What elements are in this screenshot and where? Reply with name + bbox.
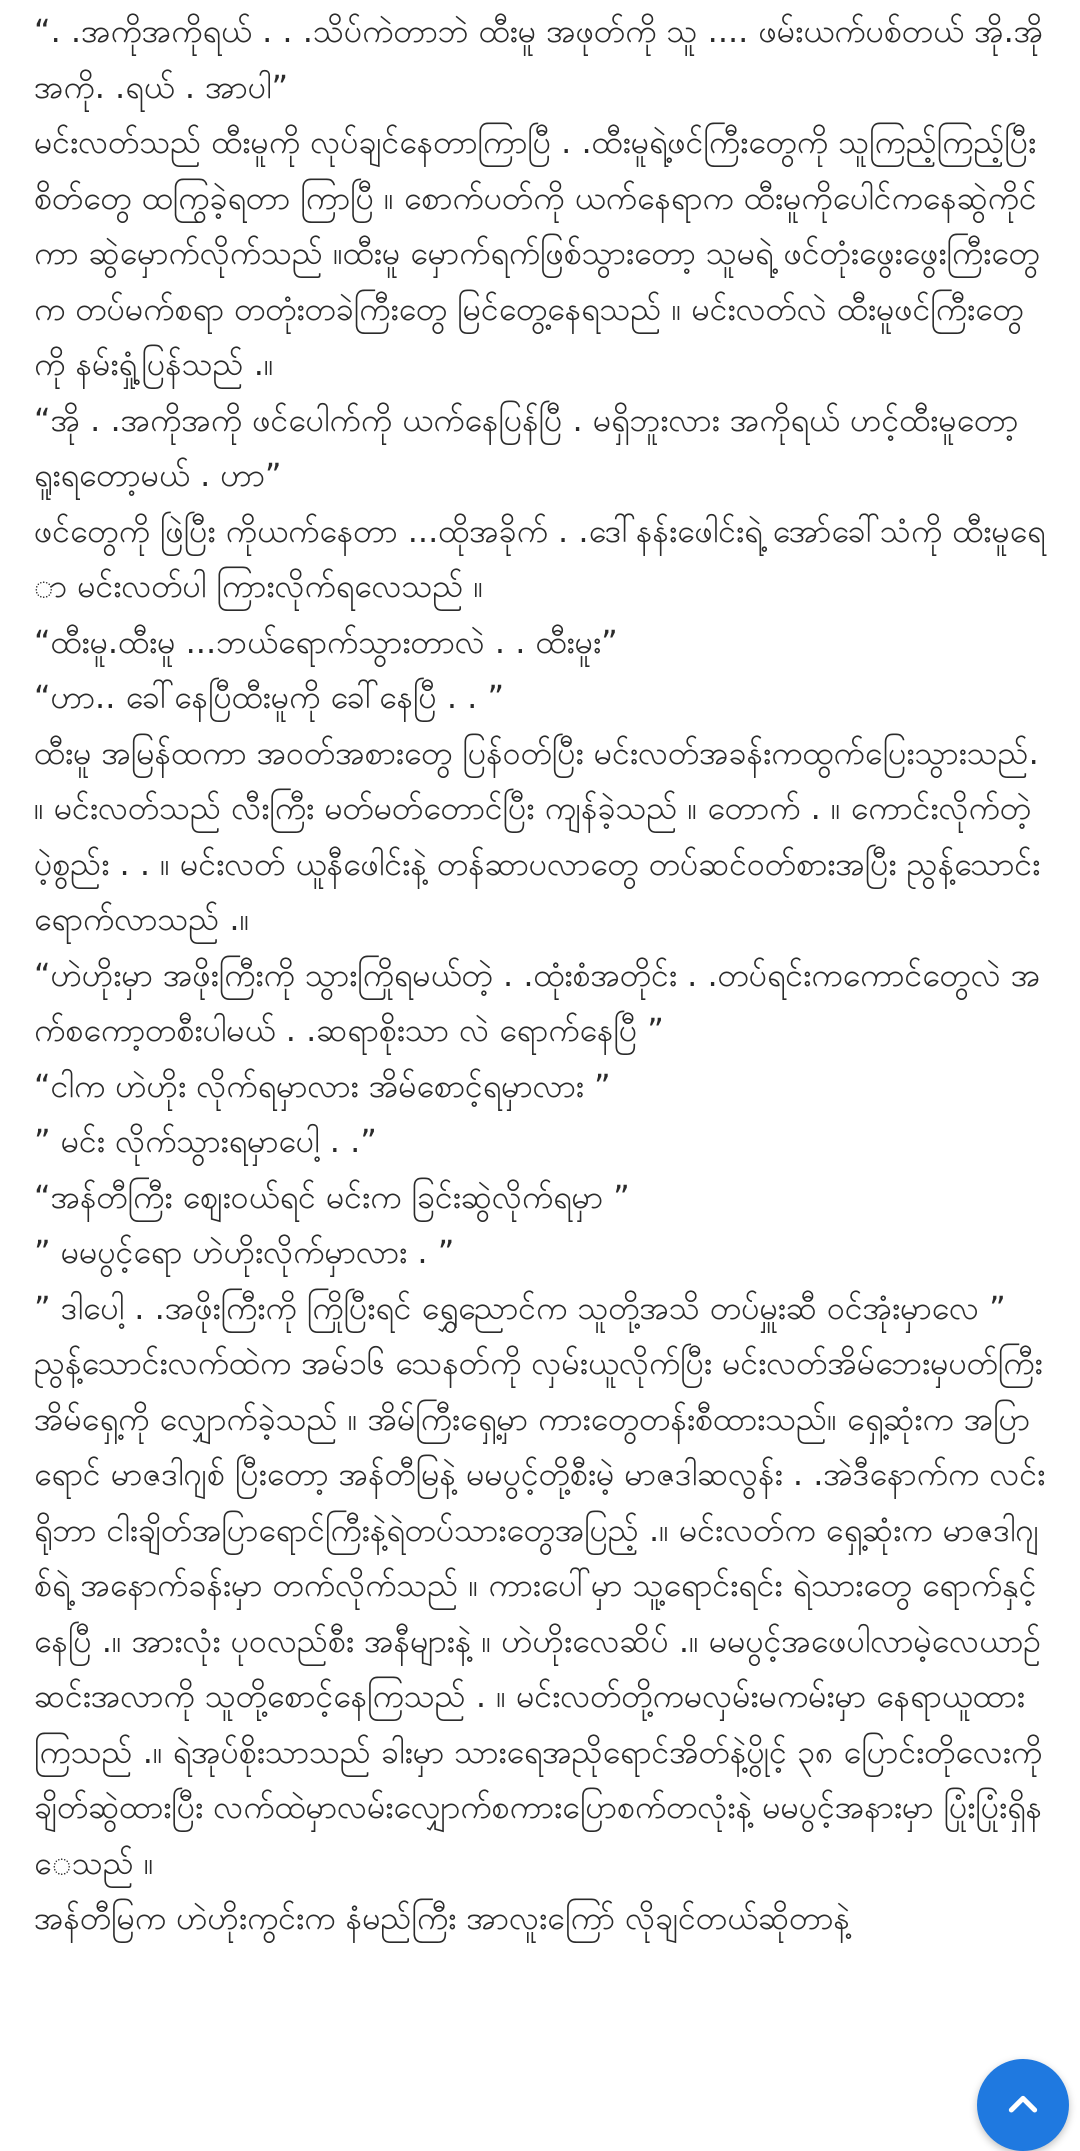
- story-paragraph: “အန်တီကြီး ဈေးဝယ်ရင် မင်းက ခြင်းဆွဲလိုက်ရမှာ ”: [34, 1177, 630, 1216]
- story-paragraph: အန်တီမြက ဟဲဟိုးကွင်းက နံမည်ကြီး အာလူးကြော် လိုချင်တယ်ဆိုတာနဲ့: [34, 1899, 850, 1937]
- story-paragraph: “ဟာ.. ခေါ်နေပြီထီးမူကို ခေါ်နေပြီ . . ”: [34, 678, 505, 716]
- story-paragraph: ” မင်း လိုက်သွားရမှာပေါ့ . .”: [34, 1122, 377, 1160]
- chevron-up-icon: [1003, 2085, 1043, 2125]
- story-paragraph: ထီးမူ အမြန်ထကာ အဝတ်အစားတွေ ပြန်ဝတ်ပြီး မင်းလတ်အခန်းကထွက်ပြေးသွားသည်. ။ မင်းလတ်သည် လီးကြီး မတ်မတ်တောင်ပြီး ကျန်ခဲ့သည် ။ တောက် . ။ ကောင်းလိုက်တဲ့ပဲ့စွည်း . . ။ မင်းလတ် ယူနီဖေါင်းနဲ့ တန်ဆာပလာတွေ တပ်ဆင်ဝတ်စားအပြီး ညွန့်သောင်း ရောက်လာသည် .။: [34, 733, 1041, 938]
- story-paragraph: ” ဒါပေါ့ . .အဖိုးကြီးကို ကြိုပြီးရင် ရွှေညောင်က သူတို့အသိ တပ်မှူးဆီ ဝင်အုံးမှာလေ ”: [34, 1288, 1006, 1327]
- story-paragraph: “အို . .အကိုအကို ဖင်ပေါက်ကို ယက်နေပြန်ပြီ . မရှိဘူးလား အကိုရယ် ဟင့်ထီးမူတော့ ရူးရတော့မယ် . ဟာ”: [34, 400, 1019, 494]
- scroll-to-top-button[interactable]: [977, 2059, 1069, 2151]
- story-paragraph: “ဟဲဟိုးမှာ အဖိုးကြီးကို သွားကြိုရမယ်တဲ့ . .ထုံးစံအတိုင်း . .တပ်ရင်းကကောင်တွေလဲ အက်စကော့တစီးပါမယ် . .ဆရာစိုးသာ လဲ ရောက်နေပြီ ”: [34, 955, 1041, 1049]
- story-paragraph: ဖင်တွေကို ဖြဲပြီး ကိုယက်နေတာ ...ထိုအခိုက် . .ဒေါ်နန်းဖေါင်းရဲ့ အော်ခေါ်သံကို ထီးမူရော မင်းလတ်ပါ ကြားလိုက်ရလေသည် ။: [34, 511, 1046, 605]
- story-paragraph: “. .အကိုအကိုရယ် . . .သိပ်ကဲတာဘဲ ထီးမူ အဖုတ်ကို သူ .... ဖမ်းယက်ပစ်တယ် အို.အိုအကို. .ရယ် . အာပါ”: [34, 12, 1044, 106]
- story-text: [34, 4, 1046, 1947]
- story-paragraph: “ထီးမူ.ထီးမူ ...ဘယ်ရောက်သွားတာလဲ . . ထီးမူး”: [34, 622, 618, 661]
- story-paragraph: ” မမပွင့်ရော ဟဲဟိုးလိုက်မှာလား . ”: [34, 1233, 455, 1271]
- story-paragraph: ညွန့်သောင်းလက်ထဲက အမ်၁၆ သေနတ်ကို လှမ်းယူလိုက်ပြီး မင်းလတ်အိမ်ဘေးမှပတ်ကြီး အိမ်ရှေ့ကို လျှောက်ခဲ့သည် ။ အိမ်ကြီးရှေ့မှာ ကားတွေတန်းစီထားသည်။ ရှေ့ဆုံးက အပြာရောင် မာဇဒါဂျစ် ပြီးတော့ အန်တီမြနဲ့ မမပွင့်တို့စီးမဲ့ မာဇဒါဆလွန်း . .အဲဒီနောက်က လင်းရိုဘာ ငါးချိတ်အပြာရောင်ကြီးနဲ့ရဲတပ်သားတွေအပြည့် .။ မင်းလတ်က ရှေ့ဆုံးက မာဇဒါဂျစ်ရဲ့ အနောက်ခန်းမှာ တက်လိုက်သည် ။ ကားပေါ်မှာ သူ့ရောင်းရင်း ရဲသားတွေ ရောက်နှင့်နေပြီ .။ အားလုံး ပုဝလည်စီး အနီများနဲ့ ။ ဟဲဟိုးလေဆိပ် .။ မမပွင့်အဖေပါလာမဲ့လေယာဉ် ဆင်းအလာကို သူတို့စောင့်နေကြသည် . ။ မင်းလတ်တို့ကမလှမ်းမကမ်းမှာ နေရာယူထားကြသည် .။ ရဲအုပ်စိုးသာသည် ခါးမှာ သားရေအညိုရောင်အိတ်နဲ့ပွိုင့် ၃၈ ပြောင်းတိုလေးကို ချိတ်ဆွဲထားပြီး လက်ထဲမှာလမ်းလျှောက်စကားပြောစက်တလုံးနဲ့ မမပွင့်အနားမှာ ပြုံးပြုံးရှိနေသည် ။: [34, 1344, 1046, 1882]
- story-paragraph: မင်းလတ်သည် ထီးမူကို လုပ်ချင်နေတာကြာပြီ . .ထီးမူရဲ့ဖင်ကြီးတွေကို သူကြည့်ကြည့်ပြီး စိတ်တွေ ထကြွခဲ့ရတာ ကြာပြီ ။ စောက်ပတ်ကို ယက်နေရာက ထီးမူကိုပေါင်ကနေဆွဲကိုင်ကာ ဆွဲမှောက်လိုက်သည် ။ထီးမူ မှောက်ရက်ဖြစ်သွားတော့ သူမရဲ့ ဖင်တုံးဖွေးဖွေးကြီးတွေက တပ်မက်စရာ တတုံးတခဲကြီးတွေ မြင်တွေ့နေရသည် ။ မင်းလတ်လဲ ထီးမူဖင်ကြီးတွေကို နမ်းရှုံ့ပြန်သည် .။: [34, 123, 1040, 383]
- story-paragraph: “ငါက ဟဲဟိုး လိုက်ရမှာလား အိမ်စောင့်ရမှာလား ”: [34, 1066, 611, 1105]
